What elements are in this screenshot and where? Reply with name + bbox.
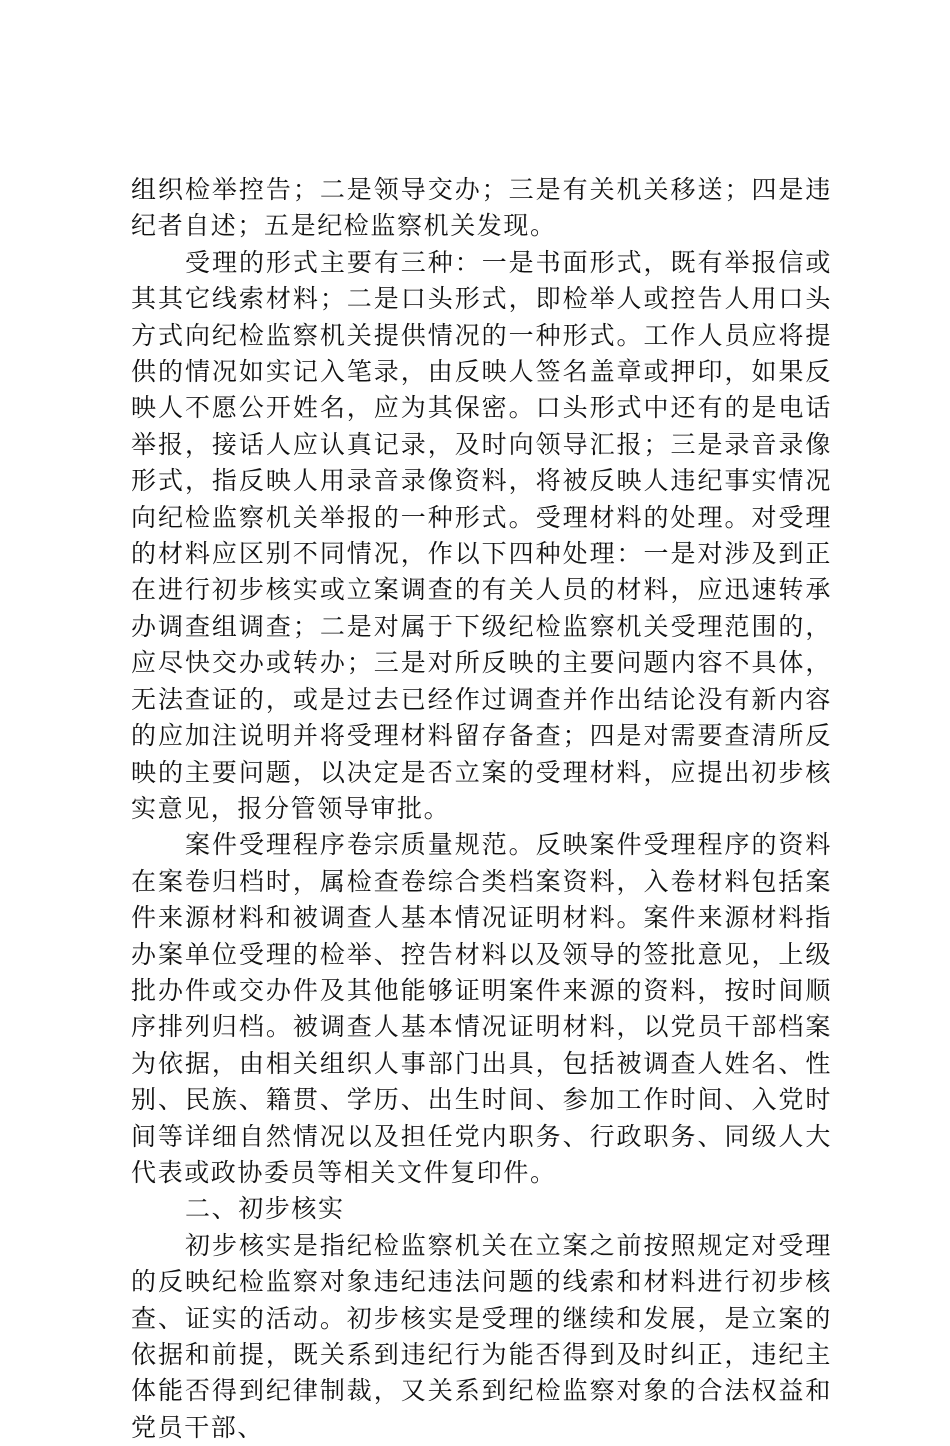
paragraph-continuation: 组织检举控告；二是领导交办；三是有关机关移送；四是违纪者自述；五是纪检监察机关发现。 (131, 175, 832, 241)
paragraph-case-file-standards: 案件受理程序卷宗质量规范。反映案件受理程序的资料在案卷归档时，属检查卷综合类档案资料，入卷材料包括案件来源材料和被调查人基本情况证明材料。案件来源材料指办案单位受理的检举、控告材料以及领导的签批意见，上级批办件或交办件及其他能够证明案件来源的资料，按时间顺序排列归档。被调查人基本情况证明材料，以党员干部档案为依据，由相关组织人事部门出具，包括被调查人姓名、性别、民族、籍贯、学历、出生时间、参加工作时间、入党时间等详细自然情况以及担任党内职务、行政职务、同级人大代表或政协委员等相关文件复印件。 (131, 830, 832, 1187)
paragraph-preliminary-verification: 初步核实是指纪检监察机关在立案之前按照规定对受理的反映纪检监察对象违纪违法问题的线索和材料进行初步核查、证实的活动。初步核实是受理的继续和发展，是立案的依据和前提，既关系到违纪行为能否得到及时纠正，违纪主体能否得到纪律制裁，又关系到纪检监察对象的合法权益和党员干部、 (131, 1230, 832, 1442)
document-body (131, 172, 832, 1446)
paragraph-acceptance-forms: 受理的形式主要有三种：一是书面形式，既有举报信或其其它线索材料；二是口头形式，即检举人或控告人用口头方式向纪检监察机关提供情况的一种形式。工作人员应将提供的情况如实记入笔录，由反映人签名盖章或押印，如果反映人不愿公开姓名，应为其保密。口头形式中还有的是电话举报，接话人应认真记录，及时向领导汇报；三是录音录像形式，指反映人用录音录像资料，将被反映人违纪事实情况向纪检监察机关举报的一种形式。受理材料的处理。对受理的材料应区别不同情况，作以下四种处理：一是对涉及到正在进行初步核实或立案调查的有关人员的材料，应迅速转承办调查组调查；二是对属于下级纪检监察机关受理范围的，应尽快交办或转办；三是对所反映的主要问题内容不具体，无法查证的，或是过去已经作过调查并作出结论没有新内容的应加注说明并将受理材料留存备查；四是对需要查清所反映的主要问题，以决定是否立案的受理材料，应提出初步核实意见，报分管领导审批。 (131, 247, 832, 823)
section-heading-preliminary-verification: 二、初步核实 (185, 1194, 345, 1224)
